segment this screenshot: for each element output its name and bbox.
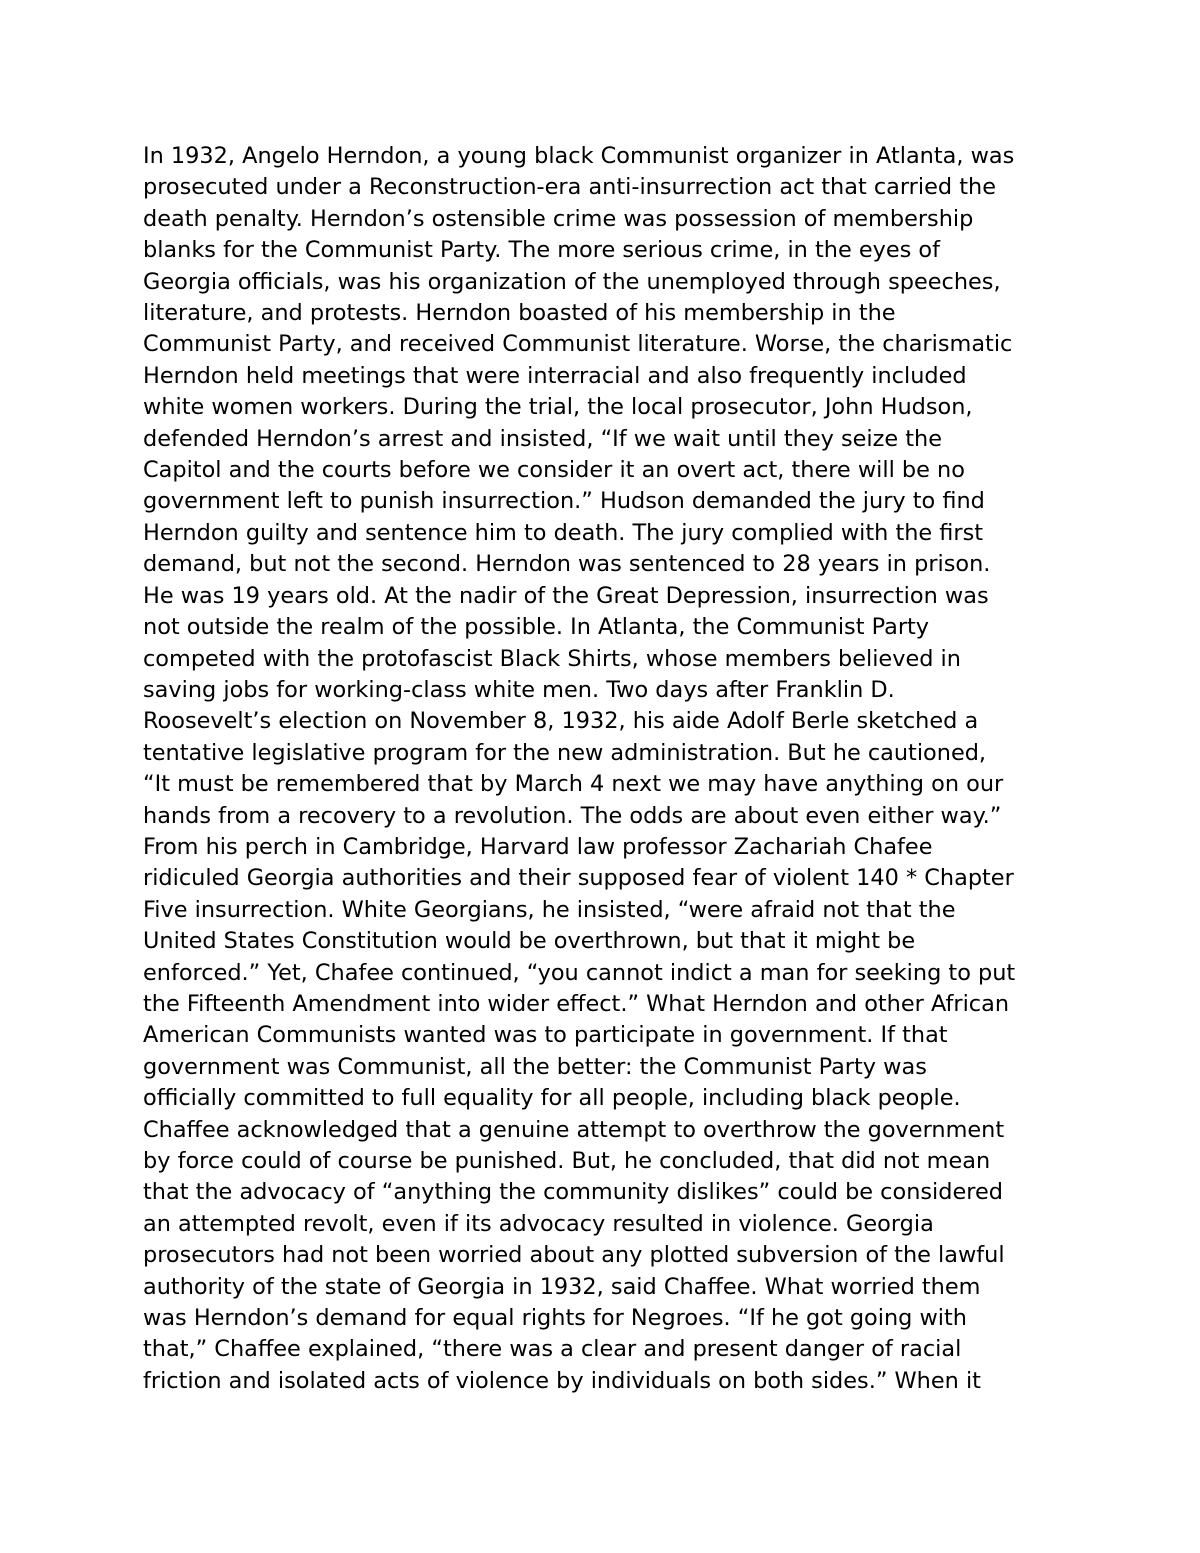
text-line: United States Constitution would be overthrown, but that it might be bbox=[143, 928, 916, 955]
text-line: enforced.” Yet, Chafee continued, “you cannot indict a man for seeking to put bbox=[143, 959, 1016, 986]
text-line: From his perch in Cambridge, Harvard law professor Zachariah Chafee bbox=[143, 833, 933, 860]
text-line: Roosevelt’s election on November 8, 1932, his aide Adolf Berle sketched a bbox=[143, 708, 979, 735]
text-line: In 1932, Angelo Herndon, a young black Communist organizer in Atlanta, was bbox=[143, 143, 1015, 169]
text-line: demand, but not the second. Herndon was sentenced to 28 years in prison. bbox=[143, 551, 991, 578]
text-line: prosecutors had not been worried about any plotted subversion of the lawful bbox=[143, 1242, 1005, 1269]
text-line: prosecuted under a Reconstruction-era anti-insurrection act that carried the bbox=[143, 174, 996, 201]
text-line: He was 19 years old. At the nadir of the Great Depression, insurrection was bbox=[143, 582, 989, 609]
text-line: that the advocacy of “anything the community dislikes” could be considered bbox=[143, 1179, 1003, 1206]
text-line: Chaffee acknowledged that a genuine attempt to overthrow the government bbox=[143, 1116, 1005, 1143]
text-line: authority of the state of Georgia in 1932, said Chaffee. What worried them bbox=[143, 1273, 981, 1300]
text-line: white women workers. During the trial, the local prosecutor, John Hudson, bbox=[143, 394, 973, 421]
text-line: government was Communist, all the better: the Communist Party was bbox=[143, 1053, 927, 1080]
text-line: Herndon guilty and sentence him to death. The jury complied with the first bbox=[143, 519, 984, 546]
text-line: defended Herndon’s arrest and insisted, “If we wait until they seize the bbox=[143, 425, 943, 452]
text-line: friction and isolated acts of violence by individuals on both sides.” When it bbox=[143, 1367, 981, 1394]
text-line: not outside the realm of the possible. In Atlanta, the Communist Party bbox=[143, 614, 930, 641]
text-line: that,” Chaffee explained, “there was a clear and present danger of racial bbox=[143, 1336, 962, 1363]
text-line: “It must be remembered that by March 4 next we may have anything on our bbox=[143, 771, 1004, 798]
text-line: government left to punish insurrection.” Hudson demanded the jury to find bbox=[143, 488, 985, 515]
text-line: Five insurrection. White Georgians, he insisted, “were afraid not that the bbox=[143, 896, 956, 923]
text-line: Georgia officials, was his organization of the unemployed through speeches, bbox=[143, 268, 1001, 295]
text-line: Herndon held meetings that were interracial and also frequently included bbox=[143, 362, 967, 389]
text-line: by force could of course be punished. But, he concluded, that did not mean bbox=[143, 1148, 991, 1174]
text-line: tentative legislative program for the new administration. But he cautioned, bbox=[143, 739, 987, 766]
body-paragraph bbox=[143, 141, 1103, 1397]
text-line: Capitol and the courts before we consider it an overt act, there will be no bbox=[143, 457, 965, 484]
text-line: American Communists wanted was to participate in government. If that bbox=[143, 1022, 948, 1049]
text-line: officially committed to full equality for all people, including black people. bbox=[143, 1085, 961, 1112]
text-line: hands from a recovery to a revolution. The odds are about even either way.” bbox=[143, 802, 1002, 829]
text-line: competed with the protofascist Black Shirts, whose members believed in bbox=[143, 645, 961, 672]
text-line: death penalty. Herndon’s ostensible crime was possession of membership bbox=[143, 205, 974, 232]
text-line: was Herndon’s demand for equal rights for Negroes. “If he got going with bbox=[143, 1305, 967, 1332]
text-line: saving jobs for working-class white men. Two days after Franklin D. bbox=[143, 676, 895, 703]
text-line: ridiculed Georgia authorities and their supposed fear of violent 140 * Chapter bbox=[143, 865, 1014, 892]
text-line: blanks for the Communist Party. The more serious crime, in the eyes of bbox=[143, 237, 941, 264]
text-line: literature, and protests. Herndon boasted of his membership in the bbox=[143, 300, 896, 327]
text-line: an attempted revolt, even if its advocacy resulted in violence. Georgia bbox=[143, 1210, 934, 1237]
text-line: Communist Party, and received Communist literature. Worse, the charismatic bbox=[143, 331, 1013, 358]
text-line: the Fifteenth Amendment into wider effect.” What Herndon and other African bbox=[143, 990, 1010, 1017]
